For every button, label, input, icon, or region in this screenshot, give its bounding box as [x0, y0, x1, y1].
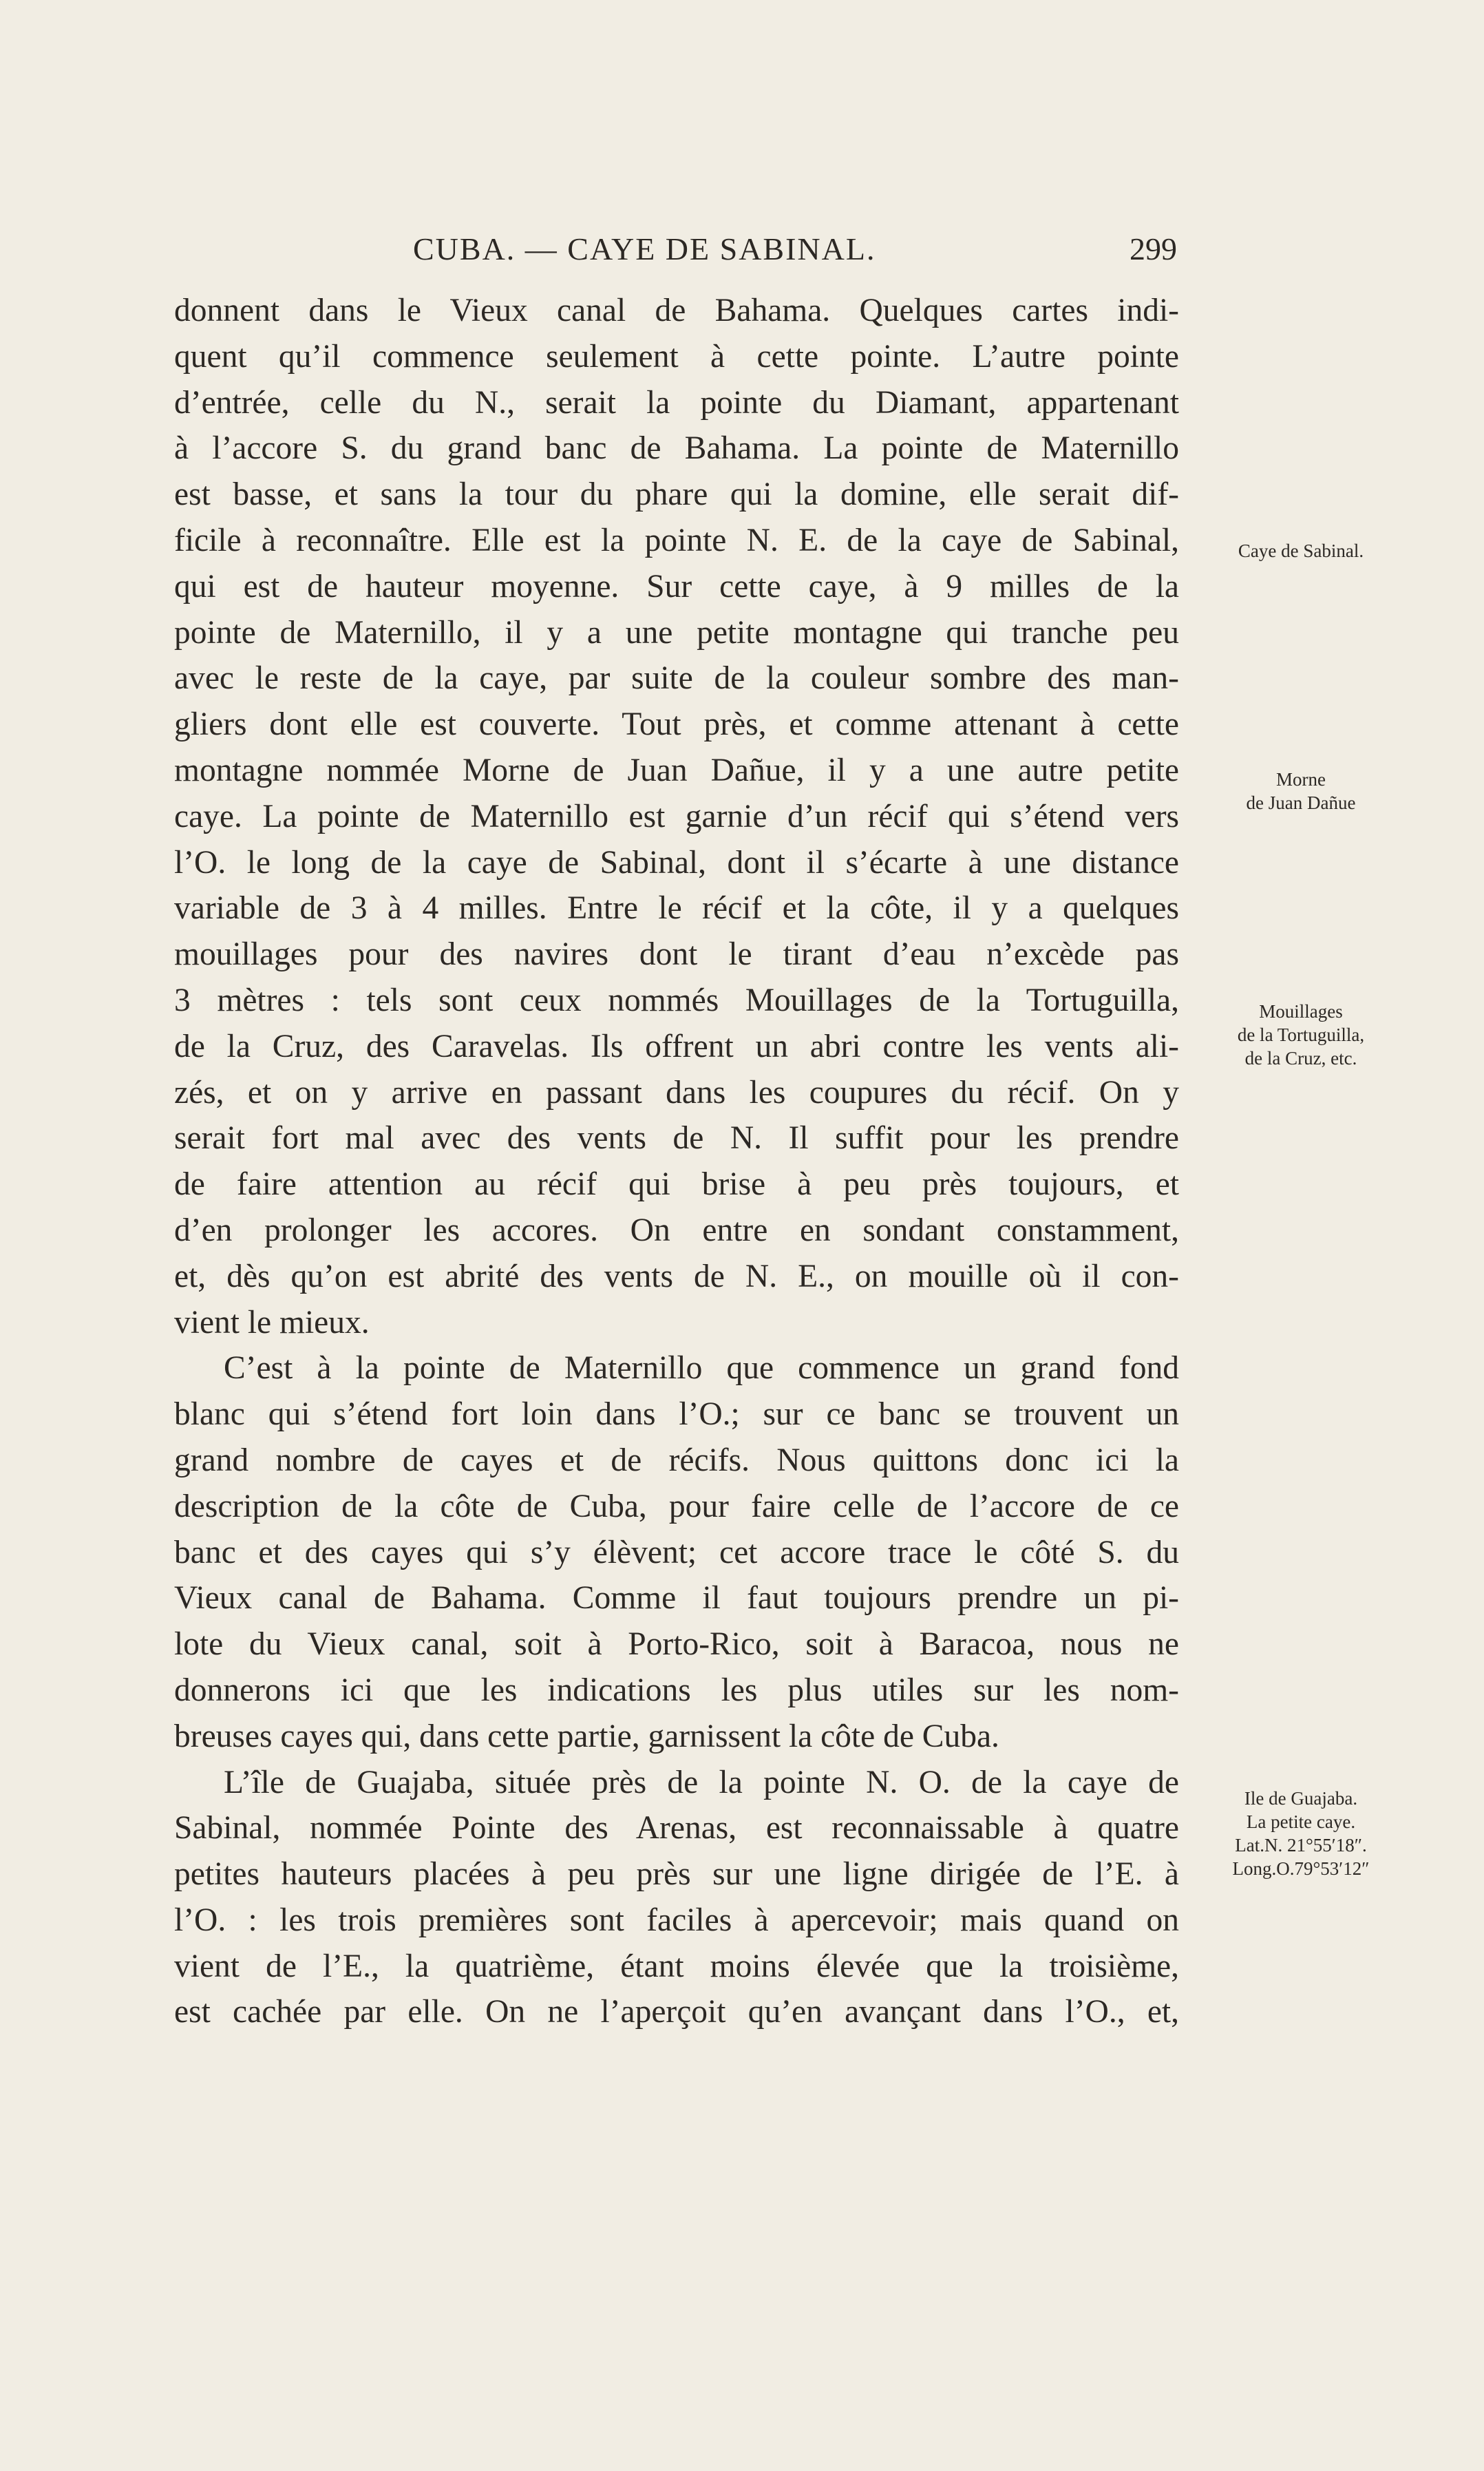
text-line: vient le mieux.: [174, 1304, 370, 1340]
margin-note-line: Lat.N. 21°55′18″.: [1235, 1835, 1367, 1855]
text-line: qui est de hauteur moyenne. Sur cette caye, à 9 milles de la: [174, 568, 1179, 604]
margin-note-line: Long.O.79°53′12″: [1232, 1858, 1370, 1879]
text-line: petites hauteurs placées à peu près sur une ligne dirigée de l’E. à: [174, 1856, 1179, 1893]
text-line: donnerons ici que les indications les plus utiles sur les nom-: [174, 1672, 1179, 1708]
text-line: 3 mètres : tels sont ceux nommés Mouillages de la Tortuguilla,: [174, 982, 1179, 1018]
text-line: caye. La pointe de Maternillo est garnie d’un récif qui s’étend vers: [174, 798, 1179, 834]
margin-note-morne-de-juan-danue: [1198, 768, 1404, 814]
text-line: zés, et on y arrive en passant dans les coupures du récif. On y: [174, 1074, 1179, 1111]
text-line: vient de l’E., la quatrième, étant moins élevée que la troisième,: [174, 1948, 1179, 1984]
margin-note-mouillages: [1198, 1000, 1404, 1070]
text-line: avec le reste de la caye, par suite de la couleur sombre des man-: [174, 660, 1179, 697]
margin-note-line: Mouillages: [1259, 1001, 1343, 1022]
text-line: montagne nommée Morne de Juan Dañue, il y a une autre petite: [174, 752, 1179, 788]
running-head-title: CUBA. — CAYE DE SABINAL.: [413, 231, 876, 266]
running-head: [413, 231, 1177, 272]
margin-note-line: de la Cruz, etc.: [1244, 1048, 1357, 1069]
body-text: [174, 288, 1179, 2035]
text-line: pointe de Maternillo, il y a une petite montagne qui tranche peu: [174, 614, 1179, 651]
text-line: C’est à la pointe de Maternillo que commence un grand fond: [224, 1350, 1179, 1387]
text-line: ficile à reconnaître. Elle est la pointe N. E. de la caye de Sabinal,: [174, 522, 1179, 558]
text-line: est cachée par elle. On ne l’aperçoit qu’en avançant dans l’O., et,: [174, 1994, 1179, 2030]
text-line: banc et des cayes qui s’y élèvent; cet accore trace le côté S. du: [174, 1534, 1179, 1570]
margin-note-line: Caye de Sabinal.: [1238, 540, 1364, 561]
margin-note-line: Ile de Guajaba.: [1244, 1788, 1358, 1809]
text-line: breuses cayes qui, dans cette partie, garnissent la côte de Cuba.: [174, 1718, 999, 1754]
text-line: mouillages pour des navires dont le tirant d’eau n’excède pas: [174, 936, 1179, 973]
page-number: 299: [1130, 231, 1177, 266]
text-line: et, dès qu’on est abrité des vents de N. E., on mouille où il con-: [174, 1258, 1179, 1294]
text-line: donnent dans le Vieux canal de Bahama. Quelques cartes indi-: [174, 293, 1179, 328]
text-line: L’île de Guajaba, située près de la pointe N. O. de la caye de: [224, 1764, 1179, 1800]
margin-note-line: de Juan Dañue: [1246, 792, 1356, 813]
text-line: grand nombre de cayes et de récifs. Nous quittons donc ici la: [174, 1442, 1179, 1478]
text-line: serait fort mal avec des vents de N. Il suffit pour les prendre: [174, 1120, 1179, 1157]
text-line: quent qu’il commence seulement à cette pointe. L’autre pointe: [174, 338, 1179, 375]
text-line: variable de 3 à 4 milles. Entre le récif et la côte, il y a quelques: [174, 890, 1179, 927]
text-line: à l’accore S. du grand banc de Bahama. La pointe de Maternillo: [174, 430, 1179, 467]
text-line: de faire attention au récif qui brise à peu près toujours, et: [174, 1166, 1179, 1203]
text-line: l’O. : les trois premières sont faciles à apercevoir; mais quand on: [174, 1902, 1179, 1938]
text-line: est basse, et sans la tour du phare qui la domine, elle serait dif-: [174, 476, 1179, 513]
margin-note-line: La petite caye.: [1246, 1811, 1356, 1832]
text-line: l’O. le long de la caye de Sabinal, dont il s’écarte à une distance: [174, 844, 1179, 881]
text-line: de la Cruz, des Caravelas. Ils offrent un abri contre les vents ali-: [174, 1028, 1179, 1064]
text-line: gliers dont elle est couverte. Tout près, et comme attenant à cette: [174, 706, 1179, 743]
margin-note-line: Morne: [1276, 769, 1326, 790]
margin-note-line: de la Tortuguilla,: [1237, 1024, 1365, 1045]
text-line: Sabinal, nommée Pointe des Arenas, est reconnaissable à quatre: [174, 1810, 1179, 1847]
margin-note-caye-de-sabinal: [1198, 539, 1404, 562]
text-line: description de la côte de Cuba, pour faire celle de l’accore de ce: [174, 1488, 1179, 1524]
text-line: d’en prolonger les accores. On entre en sondant constamment,: [174, 1212, 1179, 1248]
text-line: d’entrée, celle du N., serait la pointe du Diamant, appartenant: [174, 384, 1179, 421]
text-line: blanc qui s’étend fort loin dans l’O.; sur ce banc se trouvent un: [174, 1396, 1179, 1433]
margin-note-ile-de-guajaba: [1198, 1787, 1404, 1880]
text-line: lote du Vieux canal, soit à Porto-Rico, soit à Baracoa, nous ne: [174, 1626, 1179, 1663]
text-line: Vieux canal de Bahama. Comme il faut toujours prendre un pi-: [174, 1580, 1179, 1617]
